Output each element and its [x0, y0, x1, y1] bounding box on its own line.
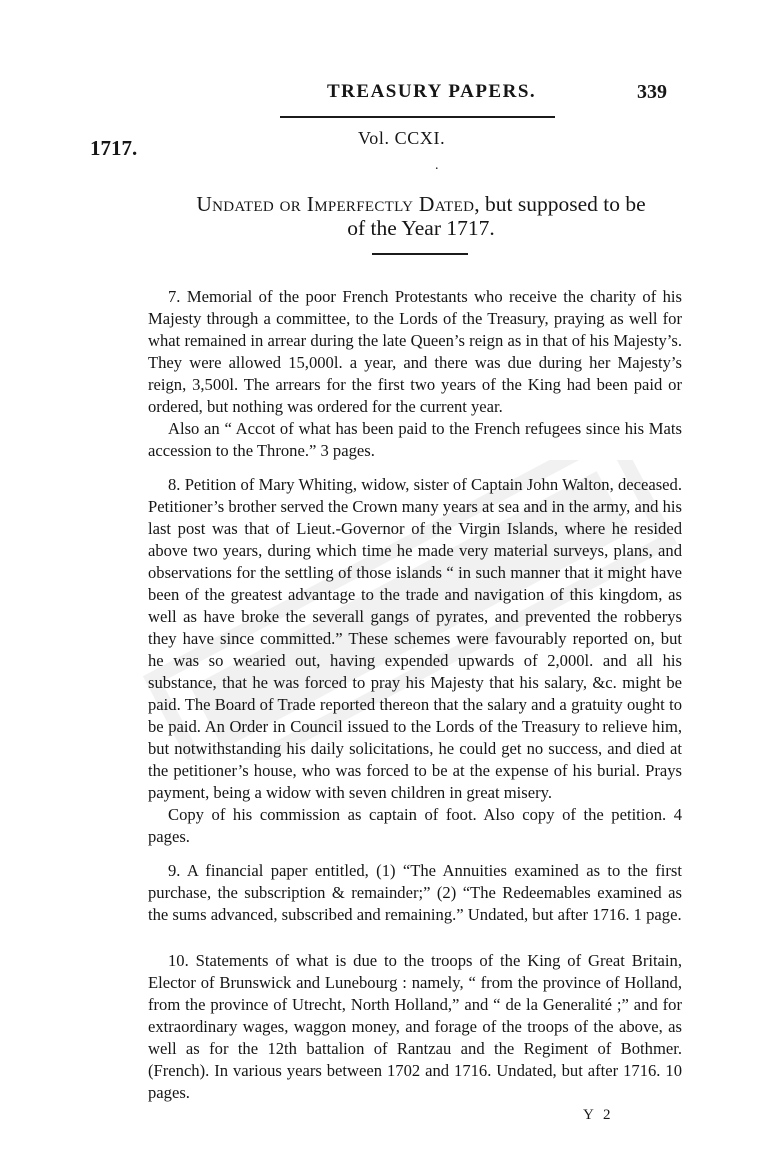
- page-number: 339: [637, 81, 667, 103]
- entry-8-note: Copy of his commission as captain of foot. Also copy of the petition. 4 pages.: [148, 805, 682, 846]
- section-heading-smallcaps: Undated or Imperfectly Dated: [196, 192, 475, 216]
- entry-text: Petition of Mary Whiting, widow, sister of Captain John Walton, deceased. Petitioner’s brother served the Crown many years at sea and in the army, and his last post was that of Lieut.-Governor of the Virgin Islands, where he resided above two years, during which time he made very material surveys, plans, and observations for the settling of those islands “ in such manner that it might have been of the greatest advantage to the trade and navigation of this kingdom, as well as have broke the severall gangs of pyrates, and prevented the robberys they have since committed.” These schemes were favourably reported on, but he was so wearied out, having expended upwards of 2,000l. and all his substance, that he was forced to pray his Majesty that his salary, &c. might be paid. The Board of Trade reported thereon that the salary and a gratuity ought to be paid. An Order in Council issued to the Lords of the Treasury to relieve him, but notwithstanding his daily solicitations, he could get no success, and died at the petitioner’s house, who was forced to be at the expense of his burial. Prays payment, being a widow with seven children in great misery.: [148, 475, 682, 802]
- signature-mark: Y 2: [583, 1107, 614, 1123]
- section-rule: [372, 253, 468, 255]
- section-heading-line2: of the Year 1717.: [347, 216, 495, 240]
- entry-number: 8.: [168, 475, 181, 494]
- section-heading: [160, 192, 682, 240]
- entry-7-note: Also an “ Accot of what has been paid to the French refugees since his Mats accession to the Throne.” 3 pages.: [148, 419, 682, 460]
- volume-label: Vol. CCXI.: [358, 128, 446, 148]
- entry-9: [148, 860, 682, 926]
- margin-year: 1717.: [90, 136, 138, 160]
- running-title: TREASURY PAPERS.: [327, 81, 537, 102]
- entry-7: [148, 286, 682, 418]
- entry-text: A financial paper entitled, (1) “The Annuities examined as to the first purchase, the subscription & remainder;” (2) “The Redeemables examined as the sums advanced, subscribed and remaining.” Undated, but after 1716. 1 page.: [148, 861, 682, 924]
- ornament-dot: .: [435, 158, 439, 173]
- header-rule: [280, 116, 555, 118]
- entry-10: [148, 950, 682, 1104]
- entry-text: Statements of what is due to the troops of the King of Great Britain, Elector of Brunswick and Lunebourg : namely, “ from the province of Holland, from the province of Utrecht, North Holland,” and “ de la Generalité ;” and for extraordinary wages, waggon money, and forage of the troops of the above, as well as for the 12th battalion of Rantzau and the Regiment of Bothmer. (French). In various years between 1702 and 1716. Undated, but after 1716. 10 pages.: [148, 951, 682, 1102]
- entry-text: Memorial of the poor French Protestants who receive the charity of his Majesty through a committee, to the Lords of the Treasury, praying as well for what remained in arrear during the late Queen’s reign as in that of his Majesty’s. They were allowed 15,000l. a year, and there was due during her Majesty’s reign, 3,500l. The arrears for the first two years of the King had been paid or ordered, but nothing was ordered for the current year.: [148, 287, 682, 416]
- entry-number: 10.: [168, 951, 189, 970]
- entry-number: 9.: [168, 861, 181, 880]
- section-heading-suffix: , but supposed to be: [474, 192, 646, 216]
- entry-8: [148, 474, 682, 804]
- entry-number: 7.: [168, 287, 181, 306]
